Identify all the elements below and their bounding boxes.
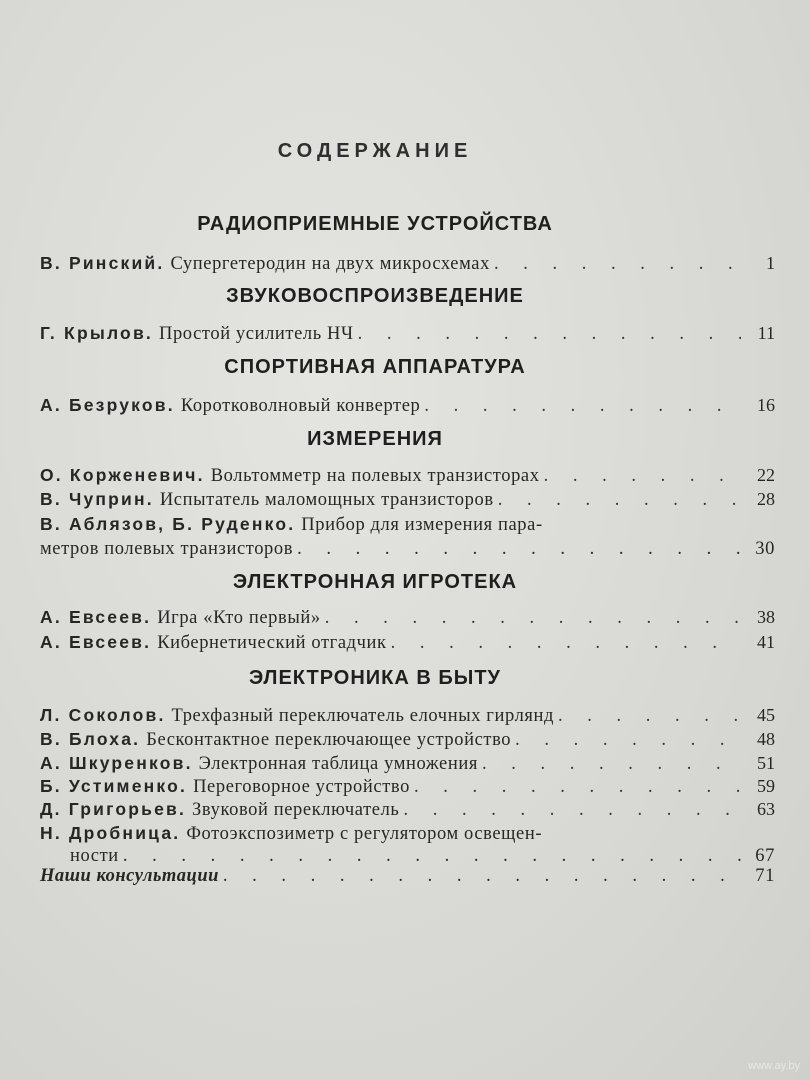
- entry-title: Звуковой переключатель: [192, 800, 400, 820]
- entry-title-continuation: ности: [70, 846, 119, 866]
- entry-author: В. Блоха.: [40, 729, 141, 749]
- toc-entry[interactable]: [40, 486, 775, 512]
- toc-entry[interactable]: [40, 392, 775, 418]
- entry-title-continuation: метров полевых транзисторов: [40, 539, 294, 559]
- entry-title: Кибернетический отгадчик: [157, 633, 387, 653]
- entry-author: Б. Устименко.: [40, 776, 188, 796]
- section-heading: ИЗМЕРЕНИЯ: [307, 428, 443, 450]
- dot-leader: [297, 536, 741, 562]
- entry-author: В. Ринский.: [40, 253, 165, 273]
- toc-entry[interactable]: [40, 320, 775, 346]
- toc-entry[interactable]: [40, 796, 775, 822]
- entry-author: А. Шкуренков.: [40, 753, 193, 773]
- entry-author: О. Корженевич.: [40, 465, 205, 485]
- entry-title: Игра «Кто первый»: [157, 608, 321, 628]
- entry-title: Фотоэкспозиметр с регулятором освещен-: [186, 824, 543, 844]
- entry-page-number: 67: [755, 846, 775, 866]
- entry-page-number: 11: [757, 323, 775, 343]
- entry-title: Простой усилитель НЧ: [158, 324, 354, 344]
- page-title: СОДЕРЖАНИЕ: [277, 140, 473, 162]
- entry-author: В. Аблязов, Б. Руденко.: [40, 514, 296, 534]
- entry-page-number: 51: [757, 753, 775, 773]
- consultations-label: Наши консультации: [40, 866, 219, 886]
- entry-page-number: 1: [766, 253, 775, 273]
- entry-page-number: 22: [757, 465, 775, 485]
- section-heading: ЗВУКОВОСПРОИЗВЕДЕНИЕ: [226, 285, 524, 307]
- entry-author: А. Евсеев.: [40, 632, 152, 652]
- entry-page-number: 41: [757, 632, 775, 652]
- section-heading: РАДИОПРИЕМНЫЕ УСТРОЙСТВА: [197, 213, 553, 235]
- entry-page-number: 38: [757, 607, 775, 627]
- dot-leader: [358, 321, 741, 347]
- entry-page-number: 48: [757, 729, 775, 749]
- entry-author: Л. Соколов.: [40, 705, 166, 725]
- entry-title: Бесконтактное переключающее устройство: [146, 730, 512, 750]
- entry-page-number: 63: [757, 799, 775, 819]
- section-heading: ЭЛЕКТРОННАЯ ИГРОТЕКА: [232, 571, 518, 593]
- toc-entry[interactable]: [40, 604, 775, 630]
- section-heading: СПОРТИВНАЯ АППАРАТУРА: [224, 356, 526, 378]
- entry-title: Электронная таблица умножения: [198, 754, 478, 774]
- section-heading: ЭЛЕКТРОНИКА В БЫТУ: [248, 667, 502, 689]
- dot-leader: [223, 863, 741, 889]
- dot-leader: [391, 630, 741, 656]
- entry-title: Трехфазный переключатель елочных гирлянд: [171, 706, 555, 726]
- consultations-page-number: 71: [755, 866, 775, 886]
- watermark-text: www.ay.by: [748, 1060, 800, 1072]
- entry-title: Переговорное устройство: [193, 777, 410, 797]
- dot-leader: [498, 487, 741, 513]
- dot-leader: [424, 393, 741, 419]
- toc-entry[interactable]: [40, 629, 775, 655]
- entry-author: В. Чуприн.: [40, 489, 154, 509]
- entry-title: Коротковолновый конвертер: [180, 396, 421, 416]
- toc-entry-consultations[interactable]: [40, 863, 775, 889]
- entry-title: Испытатель маломощных транзисторов: [159, 490, 494, 510]
- toc-entry[interactable]: [40, 702, 775, 728]
- toc-entry[interactable]: [40, 462, 775, 488]
- toc-entry[interactable]: [40, 726, 775, 752]
- entry-author: Г. Крылов.: [40, 323, 153, 343]
- entry-page-number: 30: [755, 539, 775, 559]
- toc-entry[interactable]: [40, 250, 775, 276]
- entry-author: Н. Дробница.: [40, 823, 181, 843]
- toc-entry-continuation[interactable]: [40, 536, 775, 562]
- entry-title: Супергетеродин на двух микросхемах: [170, 254, 490, 274]
- entry-author: А. Евсеев.: [40, 607, 152, 627]
- entry-page-number: 45: [757, 705, 775, 725]
- entry-page-number: 28: [757, 489, 775, 509]
- toc-entry[interactable]: [40, 511, 775, 537]
- entry-title: Вольтомметр на полевых транзисторах: [210, 466, 540, 486]
- entry-author: Д. Григорьев.: [40, 799, 187, 819]
- entry-page-number: 16: [757, 395, 775, 415]
- entry-author: А. Безруков.: [40, 395, 175, 415]
- entry-title: Прибор для измерения пара-: [301, 515, 543, 535]
- dot-leader: [494, 251, 741, 277]
- dot-leader: [325, 605, 741, 631]
- entry-page-number: 59: [757, 776, 775, 796]
